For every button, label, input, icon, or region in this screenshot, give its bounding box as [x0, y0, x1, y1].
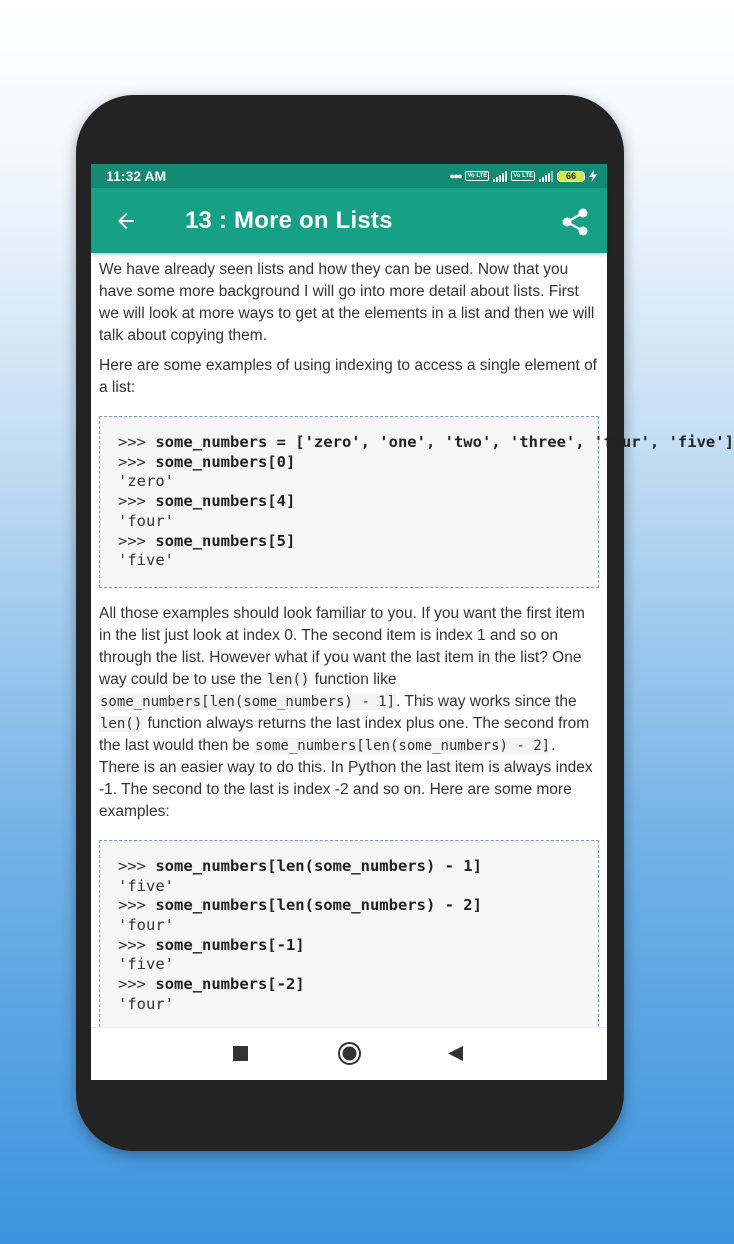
back-button[interactable] — [111, 206, 141, 236]
signal-icon — [493, 171, 507, 182]
inline-code: some_numbers[len(some_numbers) - 1] — [100, 693, 396, 710]
status-icons — [450, 168, 597, 184]
code-line-output: 'four' — [118, 994, 174, 1013]
inline-code: len() — [100, 715, 143, 732]
triangle-back-icon — [447, 1045, 464, 1062]
share-button[interactable] — [559, 206, 591, 238]
home-button[interactable] — [337, 1041, 362, 1066]
more-dots-icon: ••• — [449, 168, 462, 184]
code-line-output: 'four' — [118, 511, 174, 530]
circle-icon — [337, 1041, 362, 1066]
recents-button[interactable] — [232, 1045, 249, 1062]
code-line-command — [118, 433, 734, 453]
inline-code: some_numbers[len(some_numbers) - 2] — [255, 737, 551, 754]
code-line-output: 'five' — [118, 955, 174, 974]
system-nav-bar — [91, 1027, 607, 1080]
code-line-output: 'five' — [118, 876, 174, 895]
code-line-command — [118, 975, 598, 995]
paragraph-intro: We have already seen lists and how they can be used. Now that you have some more background I will go into more detail about lists. First we will look at more ways to get at the elements in a list and then we will talk about copying them. — [99, 261, 595, 344]
battery-icon: 66 — [557, 171, 585, 182]
screen — [91, 164, 734, 1080]
text-span: function like — [310, 670, 397, 688]
code-line-command — [118, 532, 598, 552]
status-time: 11:32 AM — [106, 168, 167, 184]
text-span: function always returns the last index plus one. The second from the last would then be — [99, 714, 590, 754]
share-icon — [560, 207, 590, 237]
code-prompt: >>> — [118, 975, 156, 994]
code-line-command — [118, 492, 598, 512]
page-title: 13 : More on Lists — [185, 207, 393, 234]
code-command: some_numbers[-1] — [155, 935, 305, 954]
paragraph-indexing: Here are some examples of using indexing to access a single element of a list: — [99, 357, 597, 396]
lesson-content[interactable] — [91, 253, 734, 1028]
charging-icon — [589, 170, 597, 182]
arrow-left-icon — [114, 209, 138, 233]
code-line-output: 'zero' — [118, 472, 174, 491]
code-command: some_numbers[0] — [155, 452, 296, 471]
paragraph-negative-index — [99, 603, 599, 823]
code-prompt: >>> — [118, 531, 156, 550]
code-prompt: >>> — [118, 452, 156, 471]
app-toolbar — [91, 188, 607, 253]
code-block-indexing — [99, 416, 734, 588]
volte-icon: Vo LTE — [467, 173, 488, 179]
code-command: some_numbers = ['zero', 'one', 'two', 'three', 'four', 'five'] — [155, 433, 734, 451]
status-bar — [91, 164, 607, 188]
code-command: some_numbers[-2] — [155, 975, 305, 994]
code-line-command — [118, 896, 598, 916]
code-command: some_numbers[4] — [155, 492, 296, 511]
code-prompt: >>> — [118, 856, 156, 875]
code-prompt: >>> — [118, 492, 156, 511]
square-icon — [232, 1045, 249, 1062]
code-block-negative-index — [99, 840, 599, 1032]
code-prompt: >>> — [118, 935, 156, 954]
code-prompt: >>> — [118, 433, 156, 451]
code-command: some_numbers[5] — [155, 531, 296, 550]
text-span: All those examples should look familiar to you. If you want the first item in the list just look at index 0. The second item is index 1 and so on through the list. However what if you want the last item in the list? One way could be to use the — [99, 604, 585, 688]
code-line-command — [118, 857, 598, 877]
inline-code: len() — [267, 671, 310, 688]
code-command: some_numbers[len(some_numbers) - 2] — [155, 896, 482, 915]
text-span: . This way works since the — [396, 692, 577, 710]
code-command: some_numbers[len(some_numbers) - 1] — [155, 856, 482, 875]
signal-icon-2 — [539, 171, 553, 182]
code-line-command — [118, 936, 598, 956]
volte-icon-2: Vo LTE — [513, 173, 533, 179]
code-prompt: >>> — [118, 896, 156, 915]
nav-back-button[interactable] — [447, 1045, 464, 1062]
text-span: . There is an easier way to do this. In Python the last item is always index -1. The second to the last is index -2 and so on. Here are some more examples: — [99, 736, 593, 820]
code-line-output: 'five' — [118, 551, 174, 570]
code-line-command — [118, 453, 598, 473]
code-line-output: 'four' — [118, 916, 174, 935]
